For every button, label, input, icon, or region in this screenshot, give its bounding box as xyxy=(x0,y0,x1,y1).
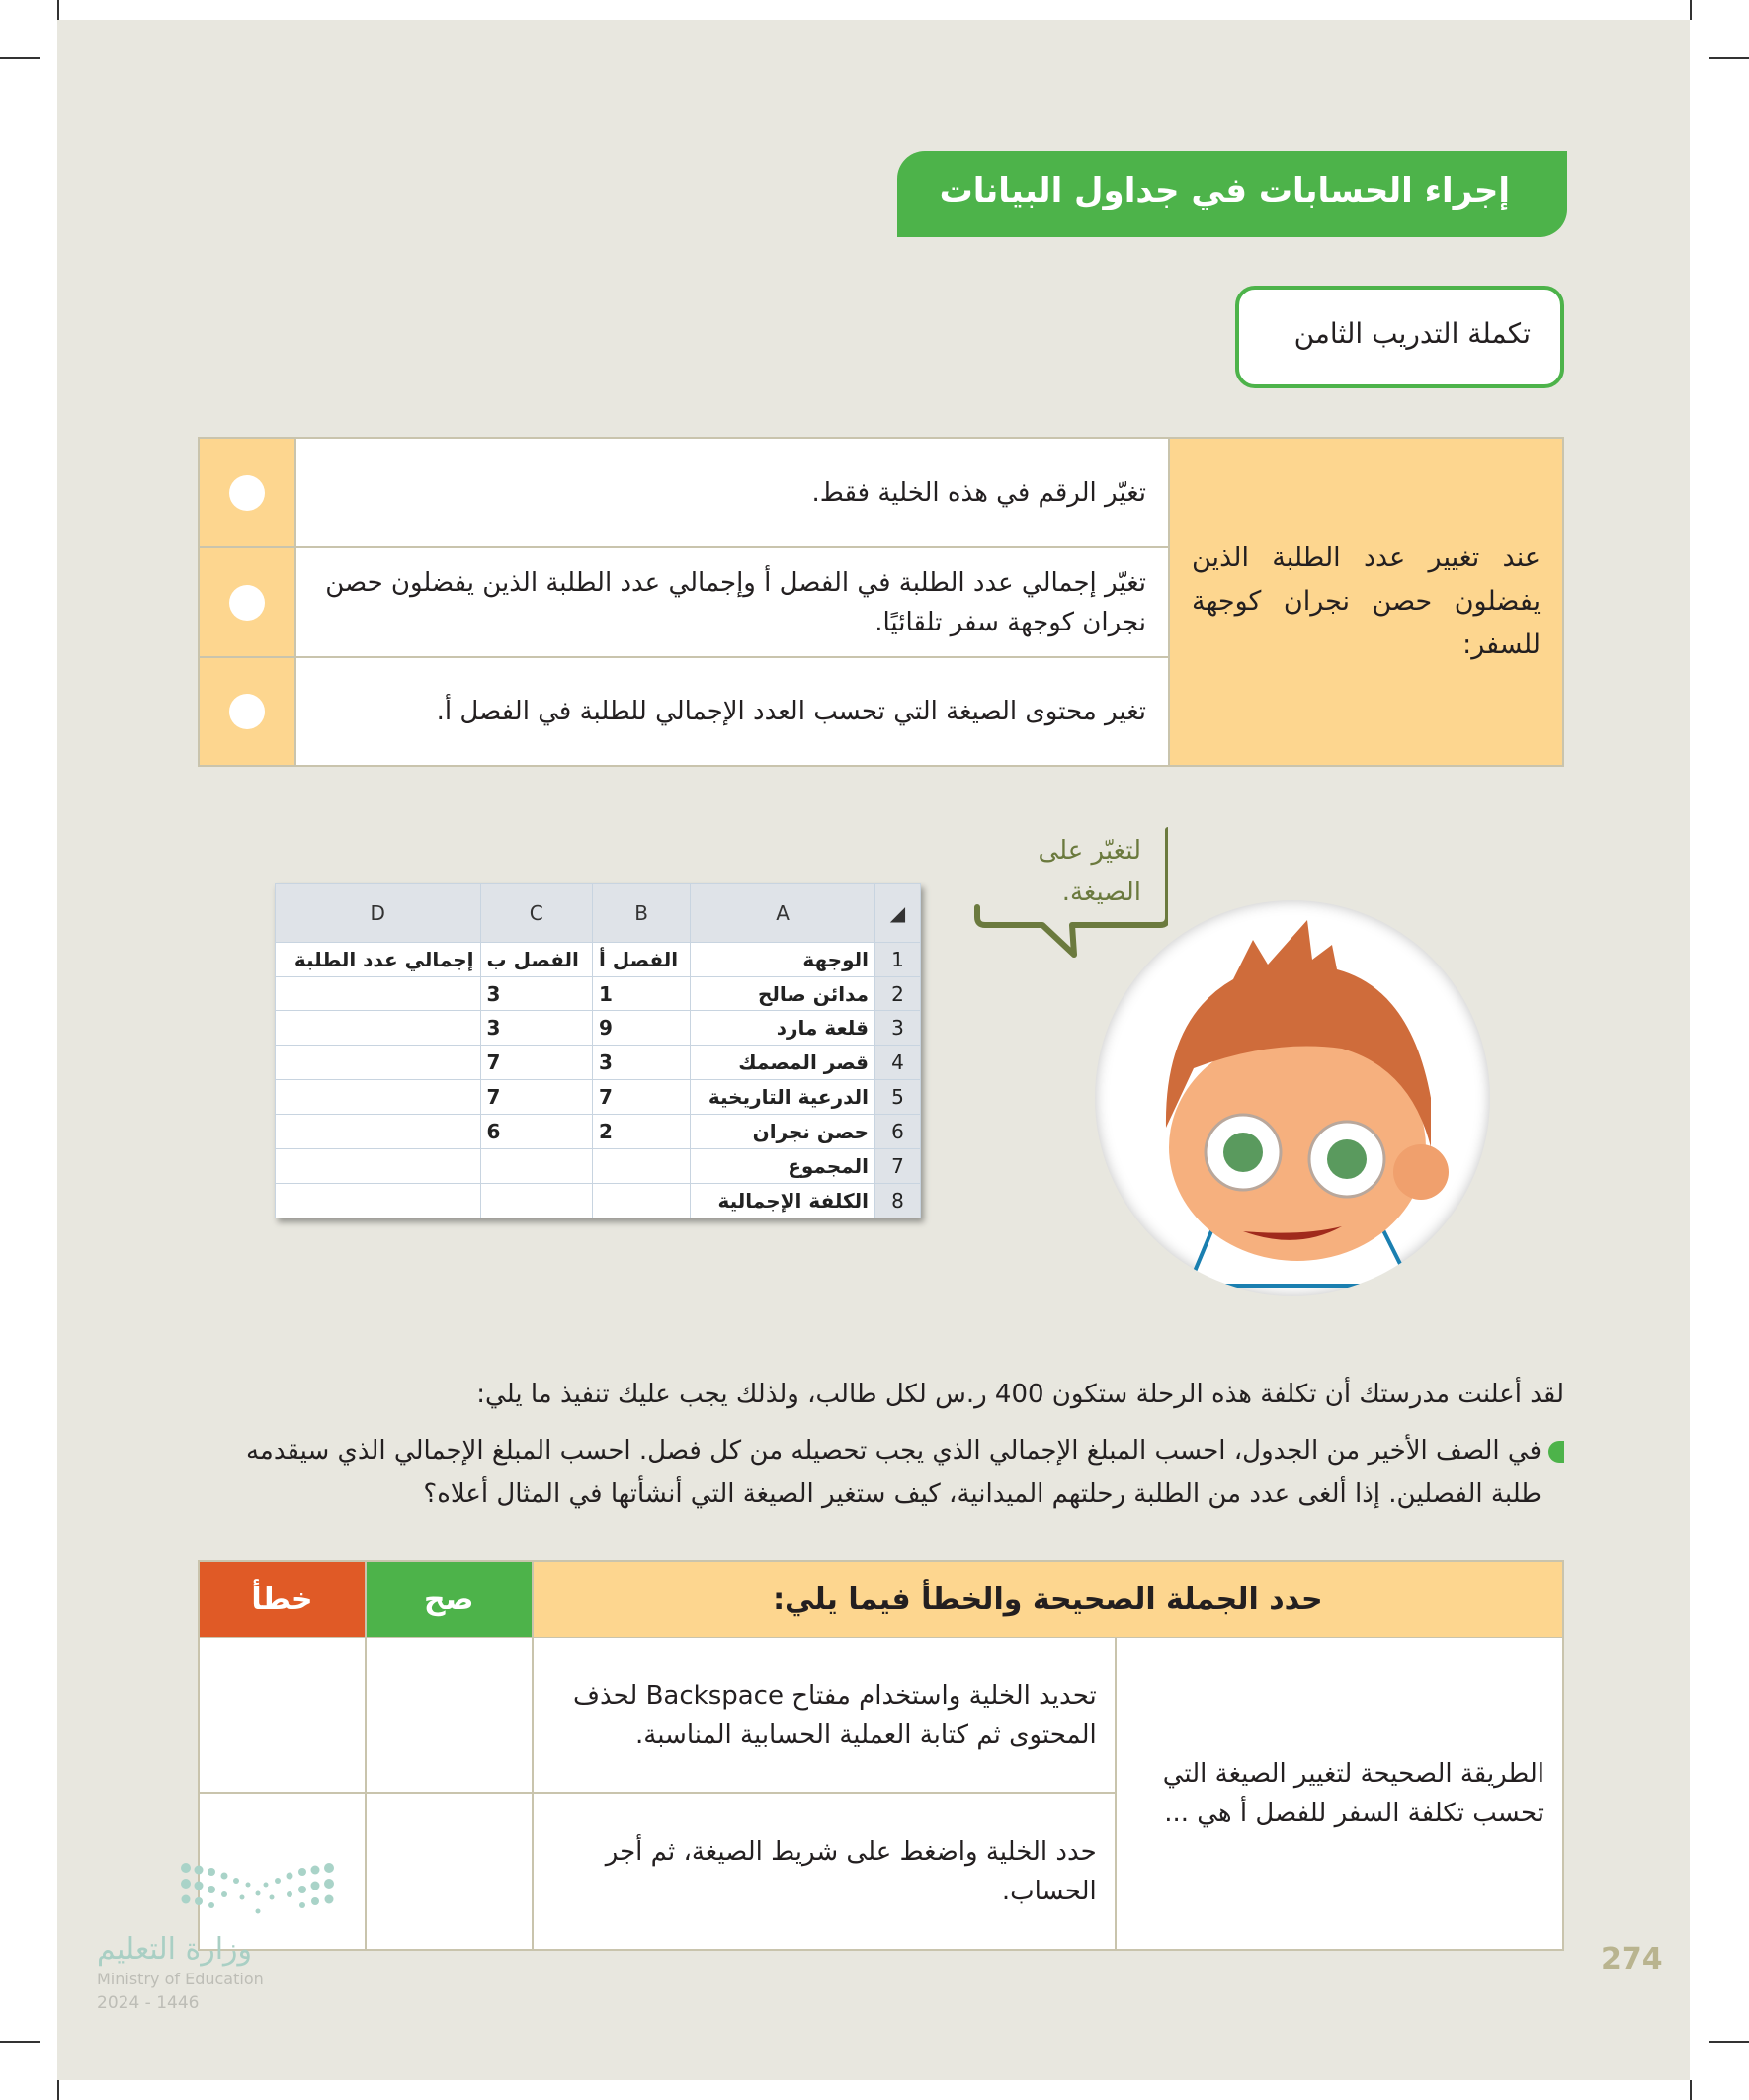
spreadsheet-cell: 1 xyxy=(592,976,690,1011)
column-header: D xyxy=(276,884,481,943)
crop-mark xyxy=(1709,57,1749,59)
ministry-name-arabic: وزارة التعليم xyxy=(97,1932,253,1967)
crop-mark xyxy=(57,0,59,20)
option-text: حدد الخلية واضغط على شريط الصيغة، ثم أجر الحساب. xyxy=(533,1793,1116,1950)
row-number: 3 xyxy=(875,1011,921,1046)
ministry-name-english: Ministry of Education xyxy=(97,1970,264,1988)
spreadsheet-cell xyxy=(480,1184,592,1218)
column-header: C xyxy=(480,884,592,943)
spreadsheet-cell: الدرعية التاريخية xyxy=(691,1080,875,1115)
spreadsheet-cell: الوجهة xyxy=(691,942,875,976)
spreadsheet-cell: مدائن صالح xyxy=(691,976,875,1011)
crop-mark xyxy=(0,57,40,59)
bullet-icon xyxy=(1548,1441,1564,1463)
boy-avatar xyxy=(1095,900,1490,1296)
page-number: 274 xyxy=(1601,1942,1663,1976)
spreadsheet-cell: 2 xyxy=(592,1115,690,1149)
spreadsheet-cell xyxy=(276,976,481,1011)
crop-mark xyxy=(1690,0,1692,20)
row-number: 5 xyxy=(875,1080,921,1115)
crop-mark xyxy=(1690,2080,1692,2100)
option-radio-cell[interactable] xyxy=(199,547,295,657)
radio-button[interactable] xyxy=(229,475,265,511)
option-text: تغيّر الرقم في هذه الخلية فقط. xyxy=(295,438,1169,547)
spreadsheet-image xyxy=(275,883,921,1218)
section-title: إجراء الحسابات في جداول البيانات xyxy=(897,151,1567,237)
column-header: B xyxy=(592,884,690,943)
spreadsheet-cell: 9 xyxy=(592,1011,690,1046)
crop-mark xyxy=(57,2080,59,2100)
spreadsheet-cell xyxy=(276,1080,481,1115)
radio-button[interactable] xyxy=(229,585,265,621)
crop-mark xyxy=(0,2041,40,2043)
spreadsheet-cell: قلعة مارد xyxy=(691,1011,875,1046)
question2-prompt: الطريقة الصحيحة لتغيير الصيغة التي تحسب تكلفة السفر للفصل أ هي ... xyxy=(1116,1638,1563,1950)
spreadsheet-cell: 7 xyxy=(480,1080,592,1115)
speech-line: لتغيّر على xyxy=(1038,836,1141,866)
spreadsheet-row xyxy=(276,1046,921,1080)
column-header: A xyxy=(691,884,875,943)
spreadsheet-cell xyxy=(276,1149,481,1184)
question1-table xyxy=(198,437,1564,767)
spreadsheet-cell xyxy=(592,1149,690,1184)
spreadsheet-cell xyxy=(276,1046,481,1080)
false-column-header: خطأ xyxy=(199,1561,366,1638)
spreadsheet-cell: 7 xyxy=(480,1046,592,1080)
question2-table xyxy=(198,1560,1564,1951)
spreadsheet-row xyxy=(276,942,921,976)
row-number: 4 xyxy=(875,1046,921,1080)
spreadsheet-cell xyxy=(592,1184,690,1218)
speech-text xyxy=(993,830,1141,913)
spreadsheet-cell: الفصل أ xyxy=(592,942,690,976)
row-number: 1 xyxy=(875,942,921,976)
option-radio-cell[interactable] xyxy=(199,657,295,766)
spreadsheet-cell xyxy=(276,1011,481,1046)
spreadsheet-row xyxy=(276,1011,921,1046)
spreadsheet-cell xyxy=(276,1184,481,1218)
option-text: تحديد الخلية واستخدام مفتاح Backspace لحذف المحتوى ثم كتابة العملية الحسابية المناسبة. xyxy=(533,1638,1116,1793)
row-number: 2 xyxy=(875,976,921,1011)
spreadsheet-cell: الفصل ب xyxy=(480,942,592,976)
true-column-header: صح xyxy=(366,1561,533,1638)
instruction-paragraph: لقد أعلنت مدرستك أن تكلفة هذه الرحلة ستكون 400 ر.س لكل طالب، ولذلك يجب عليك تنفيذ ما يلي: xyxy=(476,1380,1564,1409)
spreadsheet-row xyxy=(276,976,921,1011)
spreadsheet-row xyxy=(276,1149,921,1184)
spreadsheet-row xyxy=(276,1115,921,1149)
spreadsheet-cell: 6 xyxy=(480,1115,592,1149)
spreadsheet-row xyxy=(276,1184,921,1218)
false-answer-cell[interactable] xyxy=(199,1638,366,1793)
spreadsheet-cell: 3 xyxy=(592,1046,690,1080)
spreadsheet-cell: حصن نجران xyxy=(691,1115,875,1149)
row-number: 8 xyxy=(875,1184,921,1218)
spreadsheet-cell: 7 xyxy=(592,1080,690,1115)
spreadsheet-cell: 3 xyxy=(480,1011,592,1046)
ministry-logo-icon xyxy=(181,1862,351,1917)
bullet-text: في الصف الأخير من الجدول، احسب المبلغ الإجمالي الذي يجب تحصيله من كل فصل. احسب المبلغ الإجمالي الذي سيقدمه طلبة الفصلين. إذا ألغى عدد من الطلبة رحلتهم الميدانية، كيف ستغير الصيغة التي أنشأتها في المثال أعلاه؟ xyxy=(245,1436,1541,1509)
option-text: تغير محتوى الصيغة التي تحسب العدد الإجمالي للطلبة في الفصل أ. xyxy=(295,657,1169,766)
crop-mark xyxy=(1709,2041,1749,2043)
row-number: 7 xyxy=(875,1149,921,1184)
question2-header: حدد الجملة الصحيحة والخطأ فيما يلي: xyxy=(533,1561,1563,1638)
option-text: تغيّر إجمالي عدد الطلبة في الفصل أ وإجمالي عدد الطلبة الذين يفضلون حصن نجران كوجهة سفر تلقائيًا. xyxy=(295,547,1169,657)
spreadsheet-cell: المجموع xyxy=(691,1149,875,1184)
spreadsheet-row xyxy=(276,1080,921,1115)
option-radio-cell[interactable] xyxy=(199,438,295,547)
true-answer-cell[interactable] xyxy=(366,1638,533,1793)
select-all-corner: ◢ xyxy=(875,884,921,943)
exercise-label: تكملة التدريب الثامن xyxy=(1235,286,1564,388)
spreadsheet-cell: إجمالي عدد الطلبة xyxy=(276,942,481,976)
radio-button[interactable] xyxy=(229,694,265,729)
true-answer-cell[interactable] xyxy=(366,1793,533,1950)
spreadsheet-cell: قصر المصمك xyxy=(691,1046,875,1080)
spreadsheet-cell: الكلفة الإجمالية xyxy=(691,1184,875,1218)
spreadsheet-cell: 3 xyxy=(480,976,592,1011)
question1-prompt: عند تغيير عدد الطلبة الذين يفضلون حصن نجران كوجهة للسفر: xyxy=(1169,438,1563,766)
spreadsheet-cell xyxy=(480,1149,592,1184)
row-number: 6 xyxy=(875,1115,921,1149)
speech-line: الصيغة. xyxy=(1061,878,1141,907)
spreadsheet-cell xyxy=(276,1115,481,1149)
edition-year: 2024 - 1446 xyxy=(97,1993,200,2013)
